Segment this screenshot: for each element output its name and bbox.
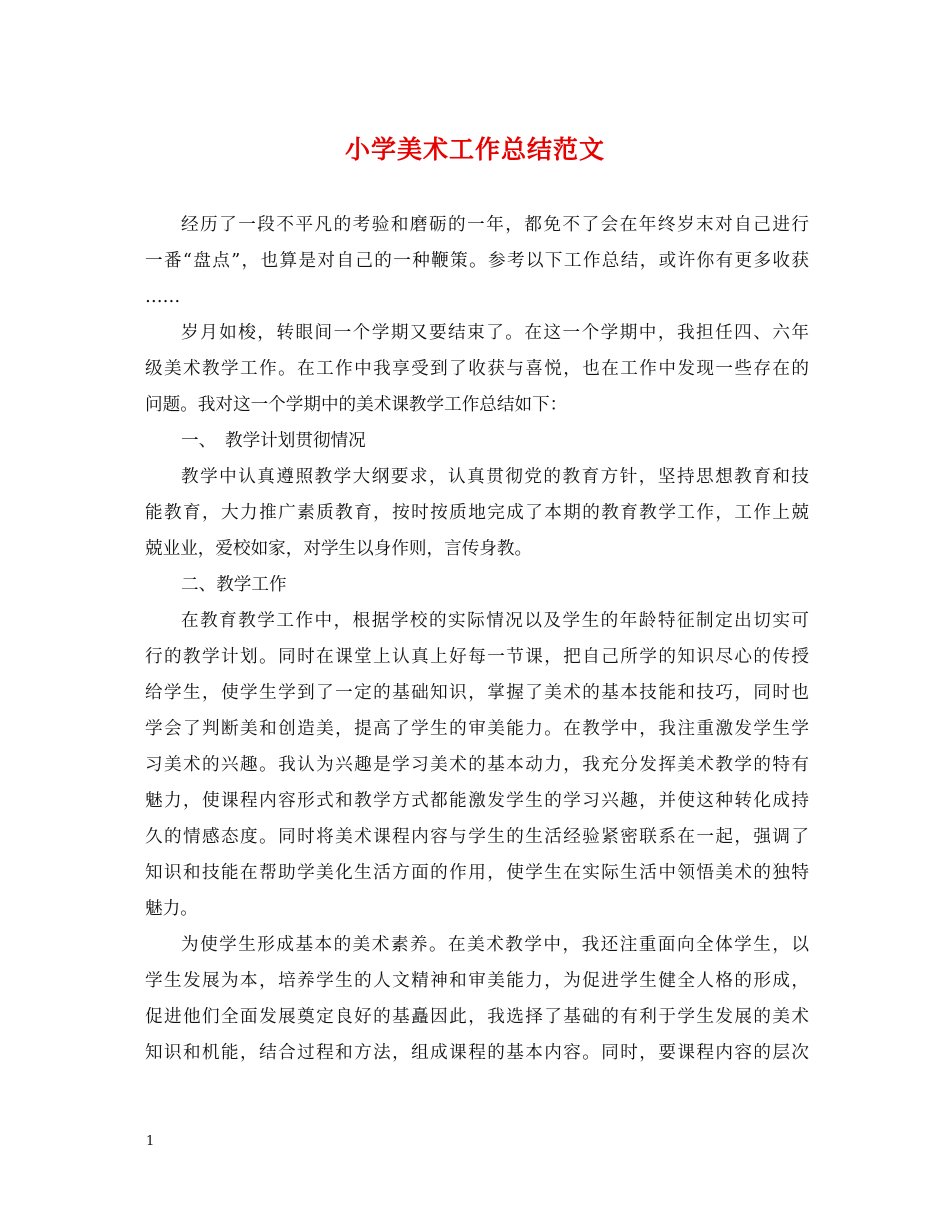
document-title: 小学美术工作总结范文 — [344, 135, 605, 164]
text-line: 行的教学计划。同时在课堂上认真上好每一节课，把自己所学的知识尽心的传授 — [145, 647, 809, 667]
text-line: 为使学生形成基本的美术素养。在美术教学中，我还注重面向全体学生，以 — [181, 935, 809, 955]
text-line: 知识和技能在帮助学美化生活方面的作用，使学生在实际生活中领悟美术的独特 — [145, 863, 809, 883]
text-line: 经历了一段不平凡的考验和磨砺的一年，都免不了会在年终岁末对自己进行 — [181, 215, 809, 235]
text-line: 学生发展为本，培养学生的人文精神和审美能力，为促进学生健全人格的形成， — [145, 971, 809, 991]
text-line: 给学生，使学生学到了一定的基础知识，掌握了美术的基本技能和技巧，同时也 — [145, 683, 809, 703]
text-line: …… — [145, 287, 181, 307]
text-line: 一、 教学计划贯彻情况 — [181, 431, 366, 451]
text-line: 一番“盘点”，也算是对自己的一种鞭策。参考以下工作总结，或许你有更多收获 — [145, 251, 809, 271]
text-line: 学会了判断美和创造美，提高了学生的审美能力。在教学中，我注重激发学生学 — [145, 719, 809, 739]
text-line: 级美术教学工作。在工作中我享受到了收获与喜悦，也在工作中发现一些存在的 — [145, 359, 809, 379]
text-line: 教学中认真遵照教学大纲要求，认真贯彻党的教育方针，坚持思想教育和技 — [181, 467, 809, 487]
page-number: 1 — [146, 1134, 155, 1149]
text-line: 久的情感态度。同时将美术课程内容与学生的生活经验紧密联系在一起，强调了 — [145, 827, 809, 847]
text-line: 岁月如梭，转眼间一个学期又要结束了。在这一个学期中，我担任四、六年 — [181, 323, 809, 343]
text-line: 二、教学工作 — [181, 575, 287, 595]
text-line: 习美术的兴趣。我认为兴趣是学习美术的基本动力，我充分发挥美术教学的特有 — [145, 755, 809, 775]
text-line: 魅力。 — [145, 899, 198, 919]
text-line: 在教育教学工作中，根据学校的实际情况以及学生的年龄特征制定出切实可 — [181, 611, 809, 631]
text-line: 兢业业，爱校如家，对学生以身作则，言传身教。 — [145, 539, 533, 559]
text-line: 魅力，使课程内容形式和教学方式都能激发学生的学习兴趣，并使这种转化成持 — [145, 791, 809, 811]
text-line: 能教育，大力推广素质教育，按时按质地完成了本期的教育教学工作，工作上兢 — [145, 503, 809, 523]
text-line: 知识和机能，结合过程和方法，组成课程的基本内容。同时，要课程内容的层次 — [145, 1043, 809, 1063]
text-line: 问题。我对这一个学期中的美术课教学工作总结如下： — [145, 395, 568, 415]
text-line: 促进他们全面发展奠定良好的基矗因此，我选择了基础的有利于学生发展的美术 — [145, 1007, 809, 1027]
